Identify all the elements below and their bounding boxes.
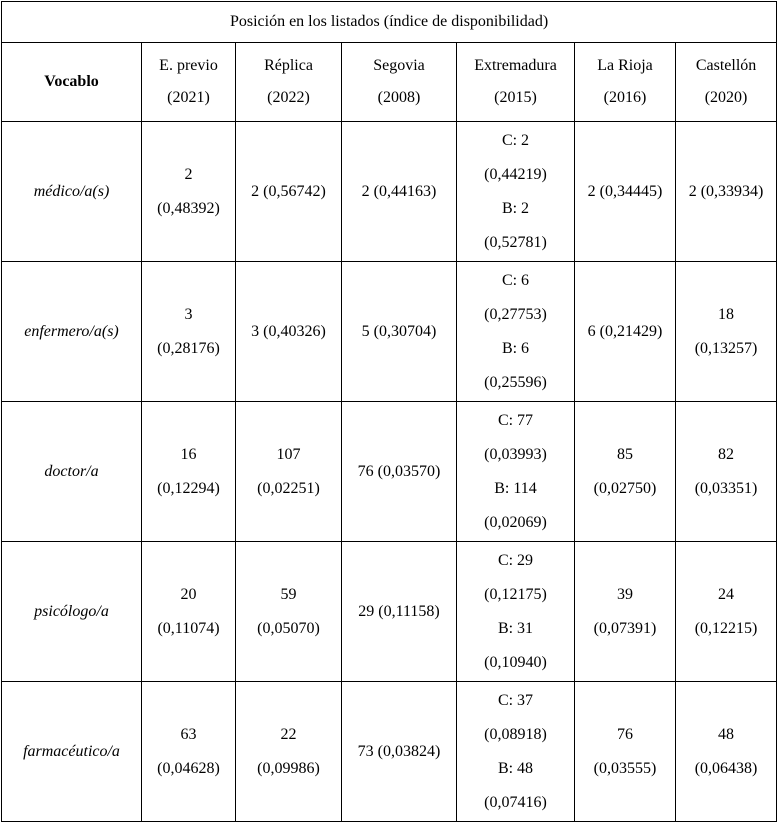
cell-replica bbox=[236, 402, 342, 542]
cell-text: 63 bbox=[180, 725, 197, 743]
cell-text: C: 6 bbox=[501, 271, 530, 289]
cell-text: (0,03555) bbox=[593, 759, 657, 777]
cell-replica bbox=[236, 682, 342, 822]
cell-text: 48 bbox=[718, 725, 735, 743]
header-text: Segovia bbox=[373, 57, 425, 74]
column-header-extremadura bbox=[457, 43, 575, 122]
cell-castellon bbox=[676, 262, 777, 402]
cell-e-previo bbox=[142, 682, 236, 822]
cell-text: (0,48392) bbox=[157, 199, 220, 217]
cell-text: 29 (0,11158) bbox=[358, 602, 440, 620]
cell-segovia bbox=[342, 682, 457, 822]
cell-text: (0,09986) bbox=[257, 759, 320, 777]
table-row bbox=[2, 122, 777, 262]
table-body bbox=[2, 122, 777, 822]
cell-text: (0,12294) bbox=[157, 479, 220, 497]
cell-text: (0,04628) bbox=[157, 759, 220, 777]
cell-segovia bbox=[342, 262, 457, 402]
cell-text: 6 (0,21429) bbox=[587, 322, 663, 340]
cell-e-previo bbox=[142, 122, 236, 262]
cell-text: C: 29 bbox=[497, 551, 534, 569]
cell-text: 76 (0,03570) bbox=[357, 462, 441, 480]
cell-text: (0,12215) bbox=[694, 619, 758, 637]
cell-e-previo bbox=[142, 262, 236, 402]
cell-text: (0,25596) bbox=[484, 373, 547, 391]
word-cell bbox=[2, 262, 142, 402]
availability-table bbox=[1, 1, 777, 822]
cell-text: 22 bbox=[280, 725, 297, 743]
header-text: (2022) bbox=[267, 89, 310, 106]
cell-castellon bbox=[676, 122, 777, 262]
cell-text: 5 (0,30704) bbox=[361, 322, 437, 340]
cell-text: 73 (0,03824) bbox=[357, 742, 441, 760]
cell-text: (0,27753) bbox=[484, 305, 547, 323]
cell-text: farmacéutico/a bbox=[23, 742, 120, 760]
column-header-segovia bbox=[342, 43, 457, 122]
cell-text: (0,52781) bbox=[484, 233, 547, 251]
header-text: Castellón bbox=[695, 57, 757, 74]
cell-text: (0,06438) bbox=[694, 759, 758, 777]
cell-e-previo bbox=[142, 402, 236, 542]
column-header-castellon bbox=[676, 43, 777, 122]
table-title: Posición en los listados (índice de disponibilidad) bbox=[2, 2, 777, 43]
column-header-e-previo bbox=[142, 43, 236, 122]
cell-text: (0,03993) bbox=[484, 445, 547, 463]
cell-text: (0,10940) bbox=[484, 653, 547, 671]
cell-text: 3 (0,40326) bbox=[251, 322, 326, 340]
cell-text: B: 2 bbox=[501, 199, 530, 217]
cell-la-rioja bbox=[575, 542, 676, 682]
column-header-vocablo bbox=[2, 43, 142, 122]
cell-text: médico/a(s) bbox=[33, 182, 110, 200]
cell-la-rioja bbox=[575, 122, 676, 262]
header-text: (2015) bbox=[494, 89, 537, 106]
cell-text: 24 bbox=[718, 585, 735, 603]
cell-text: B: 48 bbox=[497, 759, 534, 777]
cell-text: (0,44219) bbox=[484, 165, 547, 183]
column-header-replica bbox=[236, 43, 342, 122]
word-cell bbox=[2, 542, 142, 682]
header-text: (2020) bbox=[704, 89, 748, 106]
cell-text: (0,13257) bbox=[694, 339, 758, 357]
cell-text: 2 bbox=[184, 165, 193, 183]
cell-text: 76 bbox=[617, 725, 633, 743]
cell-text: doctor/a bbox=[44, 462, 99, 480]
word-cell bbox=[2, 402, 142, 542]
cell-text: (0,05070) bbox=[257, 619, 320, 637]
cell-text: 2 (0,34445) bbox=[587, 182, 663, 200]
cell-segovia bbox=[342, 542, 457, 682]
cell-segovia bbox=[342, 122, 457, 262]
table-row bbox=[2, 682, 777, 822]
cell-text: (0,08918) bbox=[484, 725, 547, 743]
cell-text: (0,12175) bbox=[484, 585, 547, 603]
cell-text: B: 6 bbox=[501, 339, 530, 357]
cell-castellon bbox=[676, 682, 777, 822]
cell-text: (0,03351) bbox=[694, 479, 758, 497]
cell-la-rioja bbox=[575, 262, 676, 402]
cell-text: 59 bbox=[280, 585, 297, 603]
word-cell bbox=[2, 122, 142, 262]
cell-text: (0,02750) bbox=[593, 479, 657, 497]
cell-text: C: 2 bbox=[501, 131, 530, 149]
header-text: (2021) bbox=[167, 89, 210, 106]
cell-text: 2 (0,44163) bbox=[361, 182, 437, 200]
header-text: Extremadura bbox=[474, 57, 557, 74]
word-cell bbox=[2, 682, 142, 822]
cell-text: C: 77 bbox=[497, 411, 534, 429]
cell-text: 82 bbox=[718, 445, 735, 463]
cell-text: 16 bbox=[180, 445, 197, 463]
cell-text: 107 bbox=[276, 445, 301, 463]
cell-castellon bbox=[676, 402, 777, 542]
cell-text: 2 (0,56742) bbox=[251, 182, 326, 200]
cell-e-previo bbox=[142, 542, 236, 682]
cell-text: (0,07416) bbox=[484, 793, 547, 811]
cell-text: psicólogo/a bbox=[34, 602, 109, 620]
header-text: Vocablo bbox=[44, 73, 99, 90]
cell-replica bbox=[236, 262, 342, 402]
cell-text: (0,11074) bbox=[157, 619, 220, 637]
header-text: (2008) bbox=[377, 89, 421, 106]
cell-text: (0,02251) bbox=[257, 479, 320, 497]
cell-text: 85 bbox=[617, 445, 633, 463]
cell-castellon bbox=[676, 542, 777, 682]
cell-extremadura bbox=[457, 402, 575, 542]
cell-text: 18 bbox=[718, 305, 735, 323]
cell-text: 3 bbox=[184, 305, 193, 323]
cell-extremadura bbox=[457, 542, 575, 682]
column-header-la-rioja bbox=[575, 43, 676, 122]
cell-text: 2 (0,33934) bbox=[688, 182, 764, 200]
table-row bbox=[2, 402, 777, 542]
cell-text: (0,07391) bbox=[593, 619, 657, 637]
cell-replica bbox=[236, 122, 342, 262]
header-row bbox=[2, 43, 777, 122]
cell-text: 20 bbox=[180, 585, 197, 603]
cell-text: B: 31 bbox=[497, 619, 534, 637]
header-text: (2016) bbox=[603, 89, 647, 106]
cell-replica bbox=[236, 542, 342, 682]
cell-la-rioja bbox=[575, 682, 676, 822]
cell-text: (0,28176) bbox=[157, 339, 220, 357]
cell-segovia bbox=[342, 402, 457, 542]
cell-text: C: 37 bbox=[497, 691, 534, 709]
header-text: Réplica bbox=[264, 57, 313, 74]
cell-la-rioja bbox=[575, 402, 676, 542]
cell-text: enfermero/a(s) bbox=[24, 322, 119, 340]
cell-extremadura bbox=[457, 122, 575, 262]
header-text: E. previo bbox=[159, 57, 218, 74]
cell-text: (0,02069) bbox=[484, 513, 547, 531]
table-row bbox=[2, 262, 777, 402]
cell-text: 39 bbox=[617, 585, 633, 603]
cell-extremadura bbox=[457, 262, 575, 402]
header-text: La Rioja bbox=[597, 57, 653, 74]
cell-extremadura bbox=[457, 682, 575, 822]
table-row bbox=[2, 542, 777, 682]
cell-text: B: 114 bbox=[494, 479, 537, 497]
